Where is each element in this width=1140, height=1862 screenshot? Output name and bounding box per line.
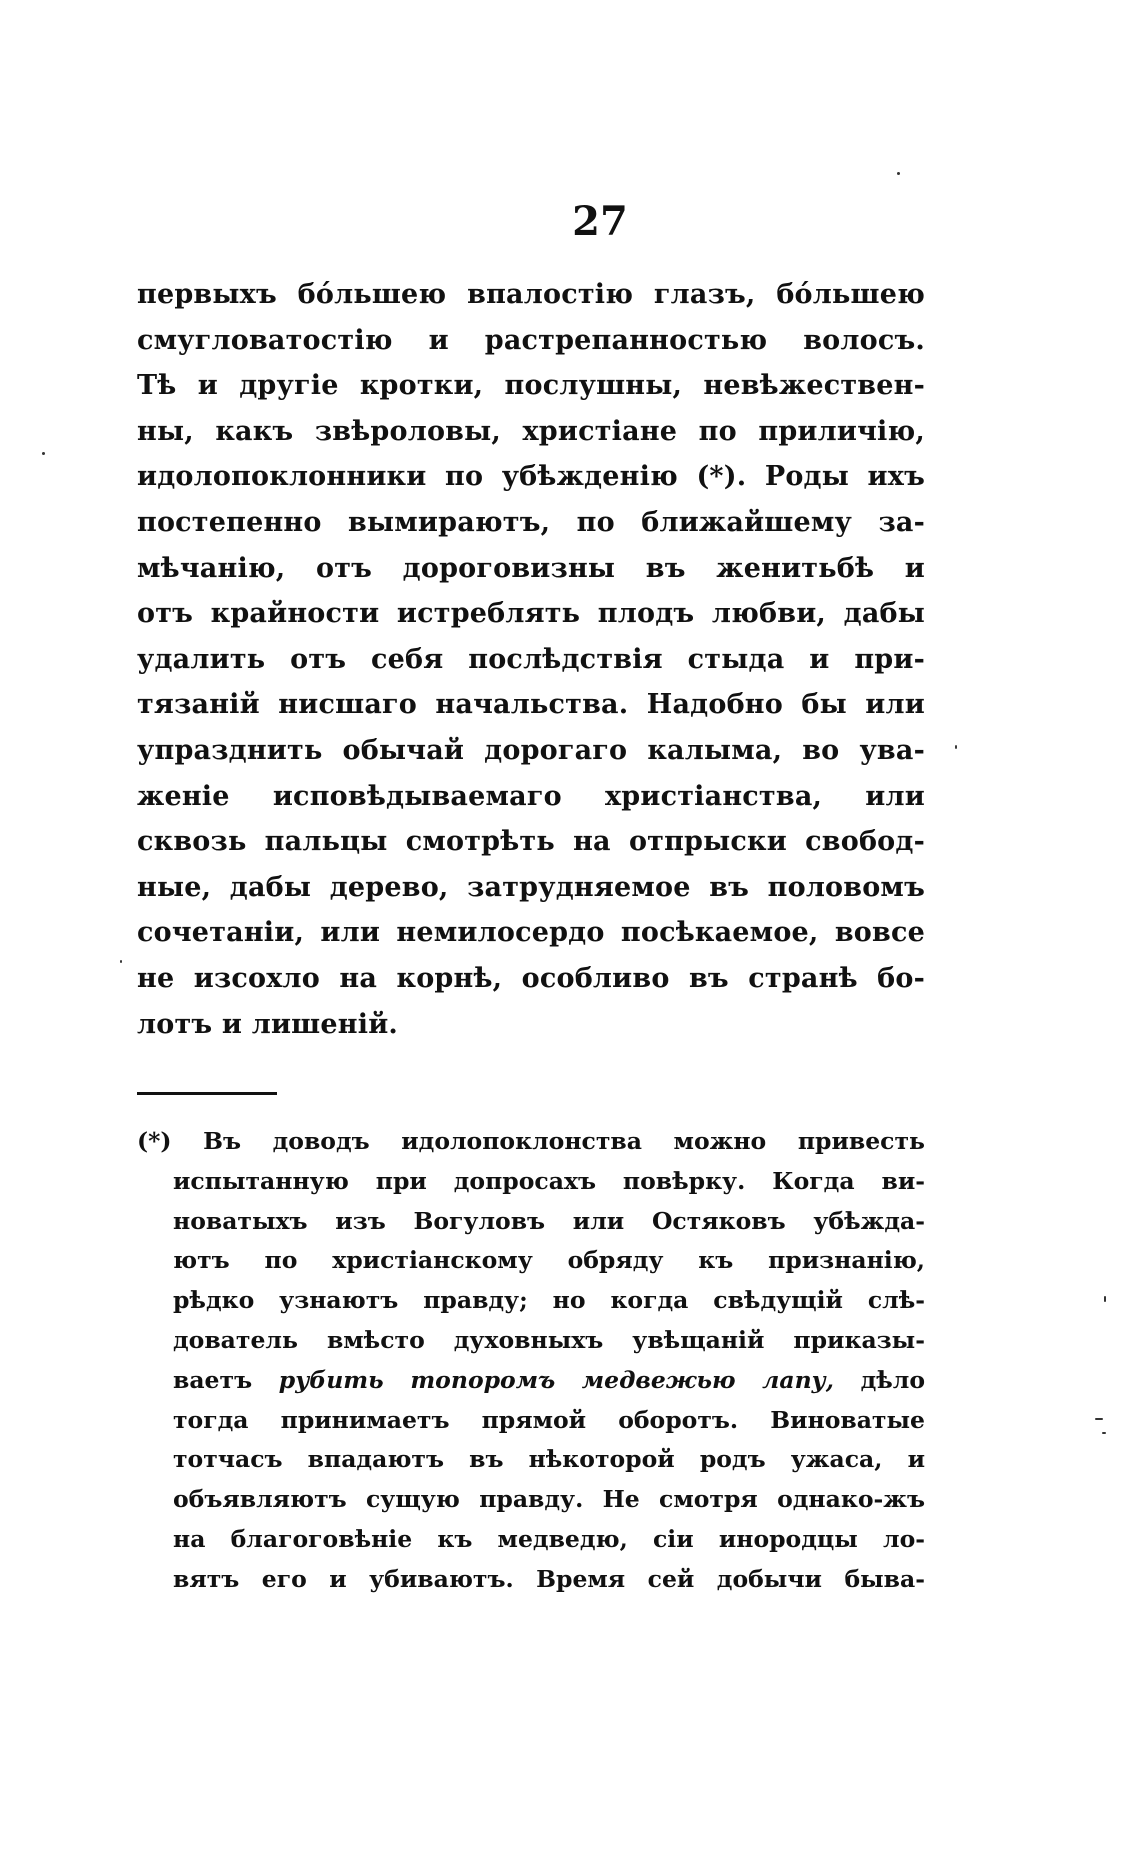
text-line: идолопоклонники по убѣжденію (*). Роды ихъ xyxy=(137,461,925,493)
scan-speck xyxy=(1095,1418,1103,1420)
footnote-italic-phrase: рубить топоромъ медвежью лапу, xyxy=(278,1365,834,1394)
footnote-line: испытанную при допросахъ повѣрку. Когда ви- xyxy=(173,1166,925,1195)
footnote-line: объявляютъ сущую правду. Не смотря однако-жъ xyxy=(173,1485,925,1514)
footnote-line-text: ваетъ xyxy=(173,1365,253,1394)
footnote-marker: (*) xyxy=(137,1127,172,1155)
text-line: Тѣ и другіе кротки, послушны, невѣжествен- xyxy=(137,370,925,402)
text-line: первыхъ бо́льшею впалостію глазъ, бо́льшею xyxy=(137,279,925,310)
text-line: сочетаніи, или немилосердо посѣкаемое, вовсе xyxy=(137,917,925,949)
footnote-line xyxy=(137,1122,925,1162)
footnote-line xyxy=(137,1361,925,1401)
text-line: упразднить обычай дорогаго калыма, во ува- xyxy=(137,734,925,766)
text-line: ны, какъ звѣроловы, христіане по приличію, xyxy=(137,415,925,447)
text-line: постепенно вымираютъ, по ближайшему за- xyxy=(137,506,925,538)
scan-speck xyxy=(955,745,957,749)
footnote-line: тотчасъ впадаютъ въ нѣкоторой родъ ужаса, и xyxy=(173,1445,925,1474)
footnote-separator xyxy=(137,1092,277,1095)
text-line: ные, дабы дерево, затрудняемое въ половомъ xyxy=(137,871,925,903)
scan-speck xyxy=(1104,1296,1106,1302)
footnote-line: новатыхъ изъ Вогуловъ или Остяковъ убѣжда- xyxy=(173,1206,925,1235)
footnote-line: дователь вмѣсто духовныхъ увѣщаній приказы- xyxy=(173,1325,925,1354)
scan-speck xyxy=(120,960,122,963)
scan-speck xyxy=(1102,1432,1106,1434)
text-line: женіе исповѣдываемаго христіанства, или xyxy=(137,780,925,812)
text-line: отъ крайности истреблять плодъ любви, дабы xyxy=(137,598,925,630)
text-line: не изсохло на корнѣ, особливо въ странѣ бо- xyxy=(137,962,925,994)
text-line: мѣчанію, отъ дороговизны въ женитьбѣ и xyxy=(137,552,925,584)
footnote-line-text: дѣло xyxy=(860,1365,925,1394)
scan-speck xyxy=(897,172,900,175)
text-line: смугловатостію и растрепанностью волосъ. xyxy=(137,324,925,356)
text-line: лотъ и лишеній. xyxy=(137,1008,399,1040)
footnote-line: тогда принимаетъ прямой оборотъ. Виноватые xyxy=(173,1405,925,1434)
text-line: тязаній нисшаго начальства. Надобно бы или xyxy=(137,689,925,721)
scan-speck xyxy=(42,452,45,455)
text-line: сквозь пальцы смотрѣть на отпрыски свобод- xyxy=(137,826,925,858)
footnote-line: ютъ по христіанскому обряду къ признанію, xyxy=(173,1246,925,1275)
footnote-line: вятъ его и убиваютъ. Время сей добычи быва- xyxy=(173,1564,925,1593)
page-number: 27 xyxy=(572,198,628,245)
footnote xyxy=(137,1122,925,1600)
text-line: удалить отъ себя послѣдствія стыда и при- xyxy=(137,643,925,675)
footnote-line: на благоговѣніе къ медведю, сіи инородцы ло- xyxy=(173,1524,925,1553)
footnote-line: рѣдко узнаютъ правду; но когда свѣдущій слѣ- xyxy=(173,1286,925,1315)
footnote-line-text: Въ доводъ идолопоклонства можно привесть xyxy=(203,1127,925,1155)
main-text xyxy=(137,272,925,1047)
